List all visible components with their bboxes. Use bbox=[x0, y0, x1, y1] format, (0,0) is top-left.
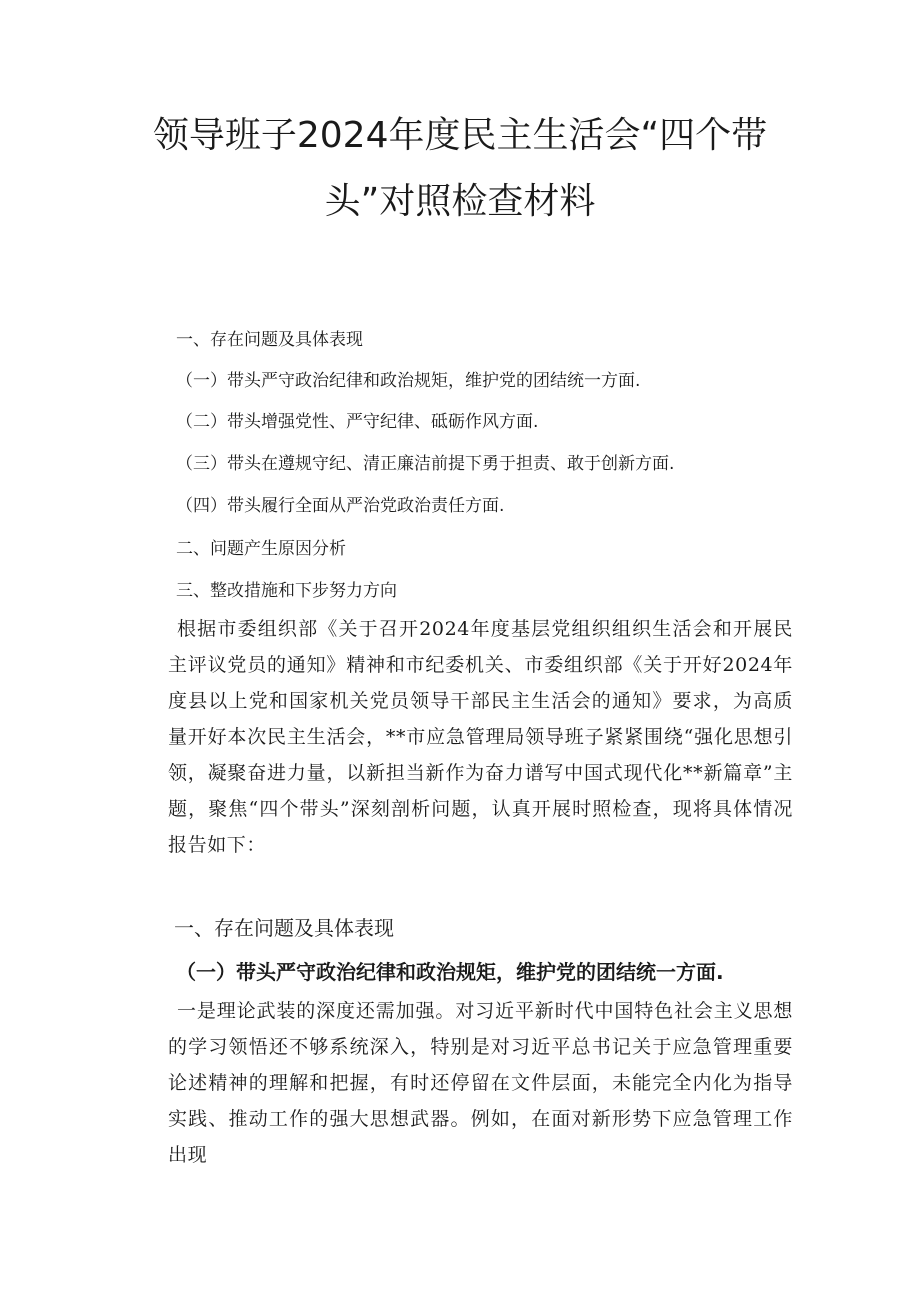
section-subheading: （一）带头严守政治纪律和政治规矩，维护党的团结统一方面. bbox=[176, 960, 724, 984]
toc-item-7: 三、整改措施和下步努力方向 bbox=[176, 581, 397, 601]
toc-item-6: 二、问题产生原因分析 bbox=[176, 539, 346, 559]
document-title-line-1: 领导班子2024年度民主生活会“四个带 bbox=[152, 115, 768, 156]
toc-item-2: （一）带头严守政治纪律和政治规矩，维护党的团结统一方面. bbox=[176, 371, 641, 391]
toc-item-5: （四）带头履行全面从严治党政治责任方面. bbox=[176, 496, 505, 516]
document-title-line-2: 头”对照检查材料 bbox=[324, 181, 596, 222]
intro-paragraph: 根据市委组织部《关于召开2024年度基层党组织组织生活会和开展民主评议党员的通知》精神和市纪委机关、市委组织部《关于开好2024年度县以上党和国家机关党员领导干部民主生活会的通知》要求，为高质量开好本次民主生活会，**市应急管理局领导班子紧紧围绕“强化思想引领，凝聚奋进力量，以新担当新作为奋力谱写中国式现代化**新篇章”主题，聚焦“四个带头”深刻剖析问题，认真开展时照检查，现将具体情况报告如下： bbox=[168, 618, 793, 856]
toc-item-4: （三）带头在遵规守纪、清正廉洁前提下勇于担责、敢于创新方面. bbox=[176, 454, 675, 474]
toc-item-3: （二）带头增强党性、严守纪律、砥砺作风方面. bbox=[176, 412, 539, 432]
section-paragraph: 一是理论武装的深度还需加强。对习近平新时代中国特色社会主义思想的学习领悟还不够系统深入，特别是对习近平总书记关于应急管理重要论述精神的理解和把握，有时还停留在文件层面，未能完全内化为指导实践、推动工作的强大思想武器。例如，在面对新形势下应急管理工作出现 bbox=[168, 1000, 793, 1166]
section-heading: 一、存在问题及具体表现 bbox=[174, 916, 394, 940]
toc-item-1: 一、存在问题及具体表现 bbox=[176, 330, 363, 350]
